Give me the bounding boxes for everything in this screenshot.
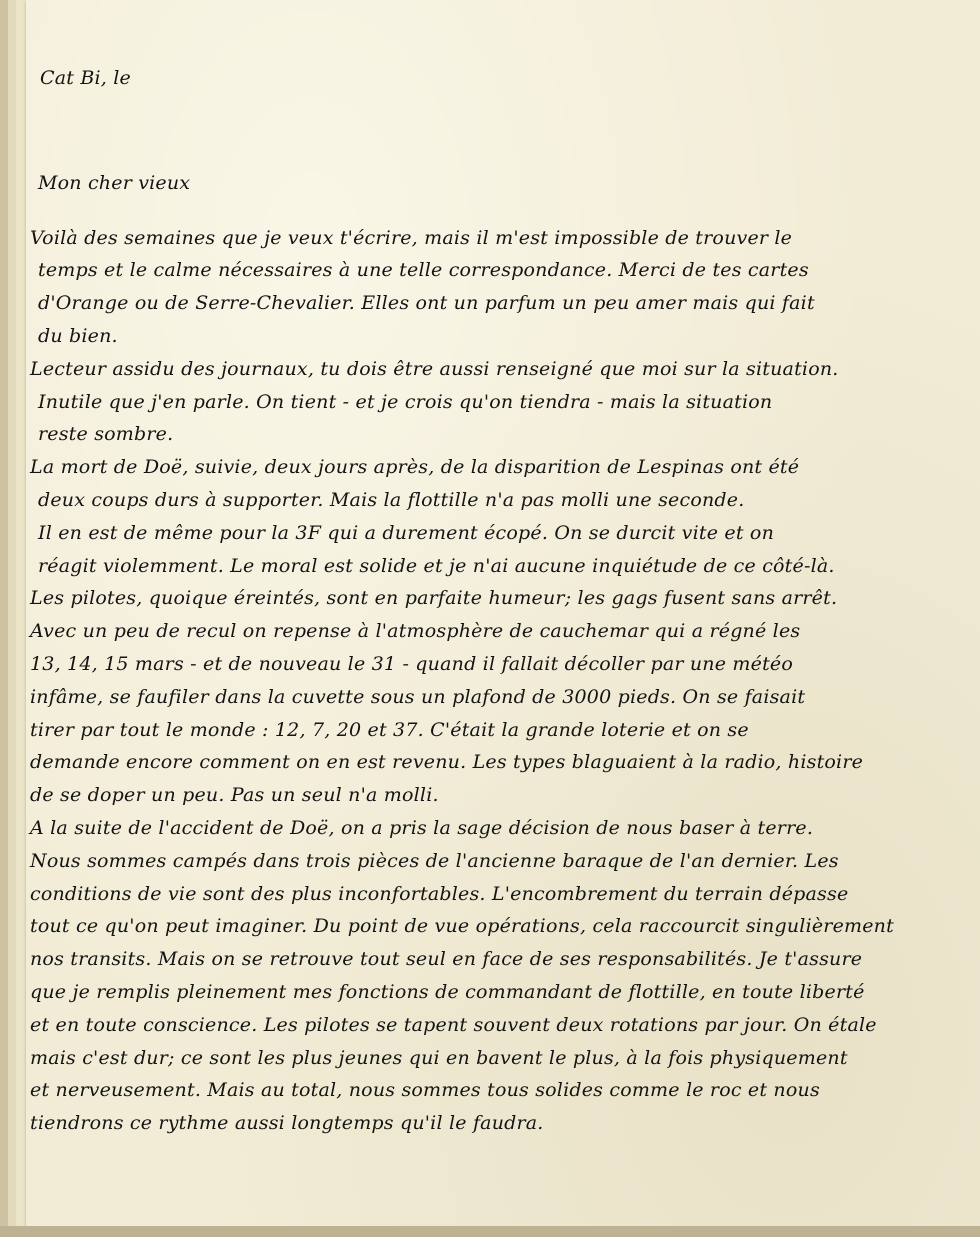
letter-place: Cat Bi, le: [40, 67, 131, 89]
text-line: nos transits. Mais on se retrouve tout seul en face de ses responsabilités. Je t'assure: [30, 948, 863, 971]
paragraph: [30, 517, 960, 812]
text-line: La mort de Doë, suivie, deux jours après, de la disparition de Lespinas ont été: [30, 456, 800, 479]
text-line: Nous sommes campés dans trois pièces de l'ancienne baraque de l'an dernier. Les: [30, 849, 839, 872]
text-line: reste sombre.: [38, 423, 174, 446]
text-line: Voilà des semaines que je veux t'écrire, mais il m'est impossible de trouver le: [30, 226, 793, 249]
text-line: Lecteur assidu des journaux, tu dois être aussi renseigné que moi sur la situation.: [30, 357, 839, 380]
text-line: conditions de vie sont des plus inconfortables. L'encombrement du terrain dépasse: [30, 882, 849, 905]
paragraph: [30, 222, 960, 353]
letter-body: [30, 62, 960, 1140]
paragraph: [30, 812, 960, 1140]
text-line: infâme, se faufiler dans la cuvette sous un plafond de 3000 pieds. On se faisait: [30, 685, 806, 708]
text-line: 13, 14, 15 mars - et de nouveau le 31 - quand il fallait décoller par une météo: [30, 652, 794, 675]
text-line: tout ce qu'on peut imaginer. Du point de vue opérations, cela raccourcit singulièrement: [30, 915, 894, 938]
text-line: Avec un peu de recul on repense à l'atmosphère de cauchemar qui a régné les: [30, 620, 801, 643]
text-line: Inutile que j'en parle. On tient - et je crois qu'on tiendra - mais la situation: [38, 390, 773, 413]
scan-bottom-edge: [0, 1226, 980, 1237]
paragraph: [30, 353, 960, 451]
text-line: demande encore comment on en est revenu. Les types blaguaient à la radio, histoire: [30, 751, 864, 774]
text-line: du bien.: [38, 324, 118, 347]
text-line: A la suite de l'accident de Doë, on a pris la sage décision de nous baser à terre.: [30, 816, 814, 839]
text-line: mais c'est dur; ce sont les plus jeunes qui en bavent le plus, à la fois physiquement: [30, 1046, 848, 1069]
text-line: Les pilotes, quoique éreintés, sont en parfaite humeur; les gags fusent sans arrêt.: [30, 587, 838, 610]
paragraph: [30, 451, 960, 517]
text-line: et nerveusement. Mais au total, nous sommes tous solides comme le roc et nous: [30, 1079, 820, 1102]
text-line: deux coups durs à supporter. Mais la flottille n'a pas molli une seconde.: [38, 488, 745, 511]
text-line: réagit violemment. Le moral est solide et je n'ai aucune inquiétude de ce côté-là.: [38, 554, 835, 577]
text-line: d'Orange ou de Serre-Chevalier. Elles ont un parfum un peu amer mais qui fait: [38, 292, 815, 315]
text-line: de se doper un peu. Pas un seul n'a molli.: [30, 784, 439, 807]
letter-salutation: Mon cher vieux: [38, 171, 191, 194]
text-line: temps et le calme nécessaires à une telle correspondance. Merci de tes cartes: [38, 259, 809, 282]
text-line: tiendrons ce rythme aussi longtemps qu'il le faudra.: [30, 1112, 544, 1135]
text-line: Il en est de même pour la 3F qui a durement écopé. On se durcit vite et on: [38, 521, 775, 544]
text-line: que je remplis pleinement mes fonctions de commandant de flottille, en toute liberté: [30, 980, 865, 1003]
text-line: et en toute conscience. Les pilotes se tapent souvent deux rotations par jour. On étale: [30, 1013, 877, 1036]
text-line: tirer par tout le monde : 12, 7, 20 et 37. C'était la grande loterie et on se: [30, 718, 749, 741]
